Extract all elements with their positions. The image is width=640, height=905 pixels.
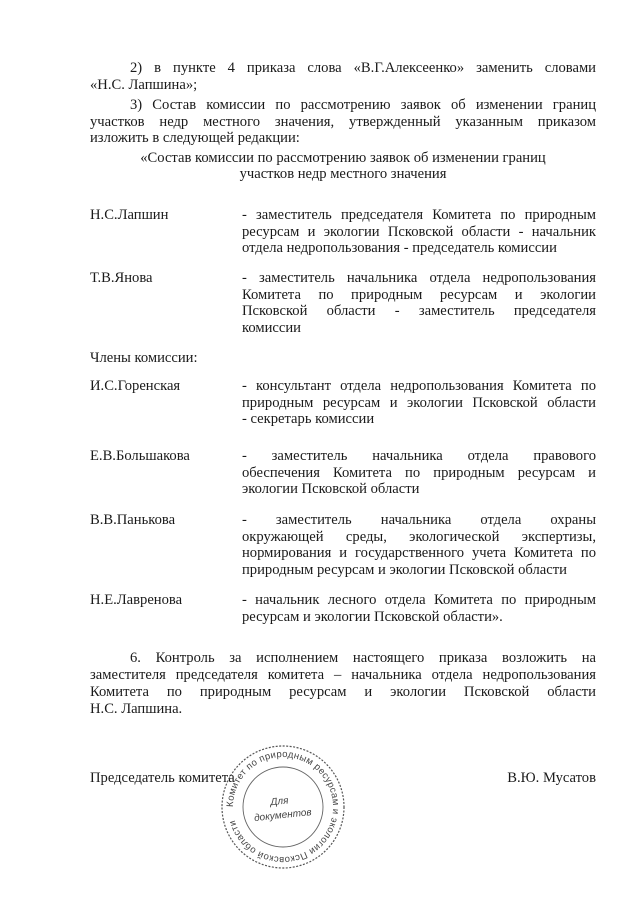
member-name: В.В.Панькова bbox=[90, 512, 176, 528]
member-role bbox=[242, 378, 596, 428]
role-line: - заместитель председателя Комитета по природным bbox=[242, 207, 596, 223]
item-3-line-2: участков недр местного значения, утвержденный указанным приказом bbox=[90, 114, 596, 130]
role-line: - консультант отдела недропользования Комитета по bbox=[242, 378, 596, 394]
role-line: - заместитель начальника отдела охраны bbox=[242, 512, 596, 528]
composition-heading-line-2: участков недр местного значения bbox=[239, 166, 447, 182]
item-6-line-3: Комитета по природным ресурсам и экологии Псковской области bbox=[90, 684, 596, 700]
signature-title: Председатель комитета bbox=[90, 770, 235, 786]
role-line: комиссии bbox=[242, 319, 301, 336]
member-name: Е.В.Большакова bbox=[90, 448, 190, 464]
role-line: - заместитель начальника отдела недропользования bbox=[242, 270, 596, 286]
role-line: - секретарь комиссии bbox=[242, 411, 375, 427]
role-line: Псковской области - заместитель председателя bbox=[242, 303, 596, 319]
role-line: природным ресурсам и экологии Псковской области bbox=[242, 561, 567, 578]
stamp-seal bbox=[218, 742, 348, 872]
stamp-ring-text: Комитет по природным ресурсам и экологии Псковской области bbox=[224, 748, 342, 866]
role-line: ресурсам и экологии Псковской области - начальник bbox=[242, 223, 596, 240]
role-line: обеспечения Комитета по природным ресурсам и bbox=[242, 464, 596, 481]
composition-heading-line-1: «Состав комиссии по рассмотрению заявок об изменении границ bbox=[140, 150, 546, 166]
role-line: Комитета по природным ресурсам и экологии bbox=[242, 286, 596, 303]
member-name: И.С.Горенская bbox=[90, 378, 181, 394]
member-role bbox=[242, 512, 596, 578]
member-role bbox=[242, 448, 596, 498]
role-line: экологии Псковской области bbox=[242, 481, 420, 497]
role-line: окружающей среды, экологической экспертизы, bbox=[242, 528, 596, 545]
member-name: Н.С.Лапшин bbox=[90, 207, 169, 223]
item-2-line-1: 2) в пункте 4 приказа слова «В.Г.Алексеенко» заменить словами bbox=[130, 60, 596, 76]
stamp-center-line-2: документов bbox=[253, 807, 313, 825]
role-line: - начальник лесного отдела Комитета по природным bbox=[242, 592, 596, 608]
item-2-line-2: «Н.С. Лапшина»; bbox=[90, 77, 198, 93]
role-line: отдела недропользования - председатель комиссии bbox=[242, 240, 557, 256]
member-name: Т.В.Янова bbox=[90, 270, 153, 286]
members-label: Члены комиссии: bbox=[90, 350, 198, 366]
stamp-center-line-1: Для bbox=[269, 795, 289, 809]
role-line: - заместитель начальника отдела правового bbox=[242, 448, 596, 464]
signature-name: В.Ю. Мусатов bbox=[507, 770, 596, 786]
item-6-line-2: заместителя председателя комитета – начальника отдела недропользования bbox=[90, 667, 596, 683]
item-6-line-1: 6. Контроль за исполнением настоящего приказа возложить на bbox=[130, 650, 596, 666]
item-3-line-3: изложить в следующей редакции: bbox=[90, 130, 300, 146]
member-name: Н.Е.Лавренова bbox=[90, 592, 183, 608]
member-role bbox=[242, 270, 596, 336]
member-role bbox=[242, 207, 596, 257]
role-line: ресурсам и экологии Псковской области». bbox=[242, 608, 503, 625]
role-line: нормирования и государственного учета Комитета по bbox=[242, 545, 596, 561]
role-line: природным ресурсам и экологии Псковской области bbox=[242, 394, 596, 411]
member-role bbox=[242, 592, 596, 625]
item-6-line-4: Н.С. Лапшина. bbox=[90, 701, 183, 717]
item-3-line-1: 3) Состав комиссии по рассмотрению заявок об изменении границ bbox=[130, 97, 596, 113]
